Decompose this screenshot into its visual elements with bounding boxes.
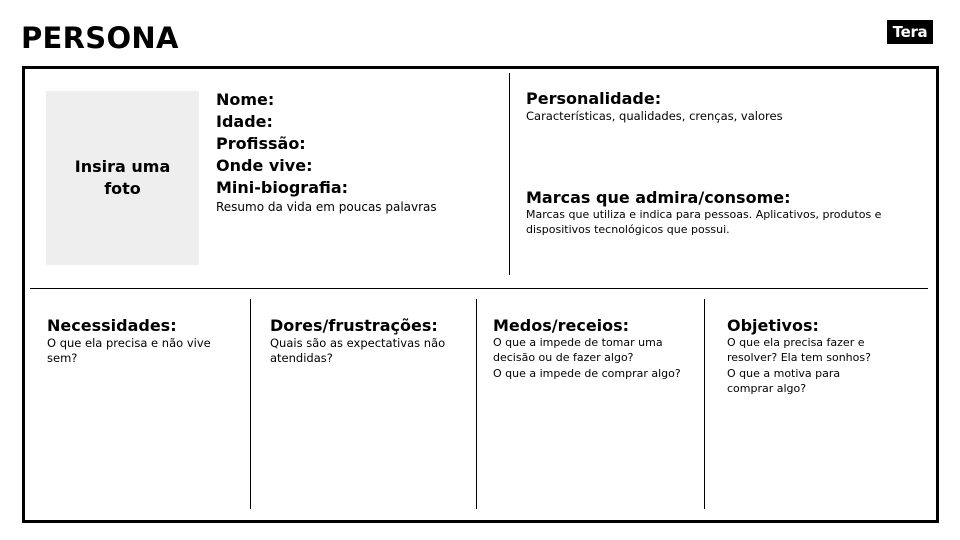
photo-placeholder[interactable] — [46, 91, 199, 265]
goals-section[interactable] — [727, 316, 887, 396]
mini-bio-hint: Resumo da vida em poucas palavras — [216, 200, 437, 214]
brands-heading: Marcas que admira/consome: — [526, 188, 791, 207]
pains-description: Quais são as expectativas não atendidas? — [270, 336, 446, 365]
needs-heading: Necessidades: — [47, 316, 177, 335]
personality-heading: Personalidade: — [526, 89, 662, 108]
top-vertical-divider — [509, 73, 510, 275]
fears-section[interactable] — [493, 316, 693, 382]
goals-description-1: O que ela precisa fazer e resolver? Ela tem sonhos? — [727, 336, 871, 364]
field-age[interactable]: Idade: — [216, 112, 273, 131]
bottom-divider-2 — [476, 299, 477, 509]
brands-section[interactable] — [526, 188, 901, 237]
pains-section[interactable] — [270, 316, 465, 366]
identity-fields — [216, 89, 437, 215]
needs-description: O que ela precisa e não vive sem? — [47, 336, 211, 365]
brands-description: Marcas que utiliza e indica para pessoas. Aplicativos, produtos e dispositivos tecnológicos que possui. — [526, 208, 882, 236]
fears-description-1: O que a impede de tomar uma decisão ou de fazer algo? — [493, 336, 663, 364]
bottom-divider-1 — [250, 299, 251, 509]
fears-heading: Medos/receios: — [493, 316, 630, 335]
goals-heading: Objetivos: — [727, 316, 819, 335]
field-mini-bio[interactable]: Mini-biografia: — [216, 178, 349, 197]
horizontal-divider — [30, 288, 928, 289]
field-profession[interactable]: Profissão: — [216, 134, 306, 153]
personality-description: Características, qualidades, crenças, valores — [526, 109, 783, 123]
page-title: PERSONA — [21, 21, 179, 55]
tera-logo: Tera — [887, 20, 933, 44]
pains-heading: Dores/frustrações: — [270, 316, 438, 335]
needs-section[interactable] — [47, 316, 232, 366]
personality-section[interactable] — [526, 89, 926, 124]
fears-description-2: O que a impede de comprar algo? — [493, 367, 681, 380]
field-location[interactable]: Onde vive: — [216, 156, 313, 175]
goals-description-2: O que a motiva para comprar algo? — [727, 367, 841, 395]
photo-placeholder-label: Insira uma foto — [74, 157, 171, 198]
bottom-divider-3 — [704, 299, 705, 509]
field-name[interactable]: Nome: — [216, 90, 275, 109]
